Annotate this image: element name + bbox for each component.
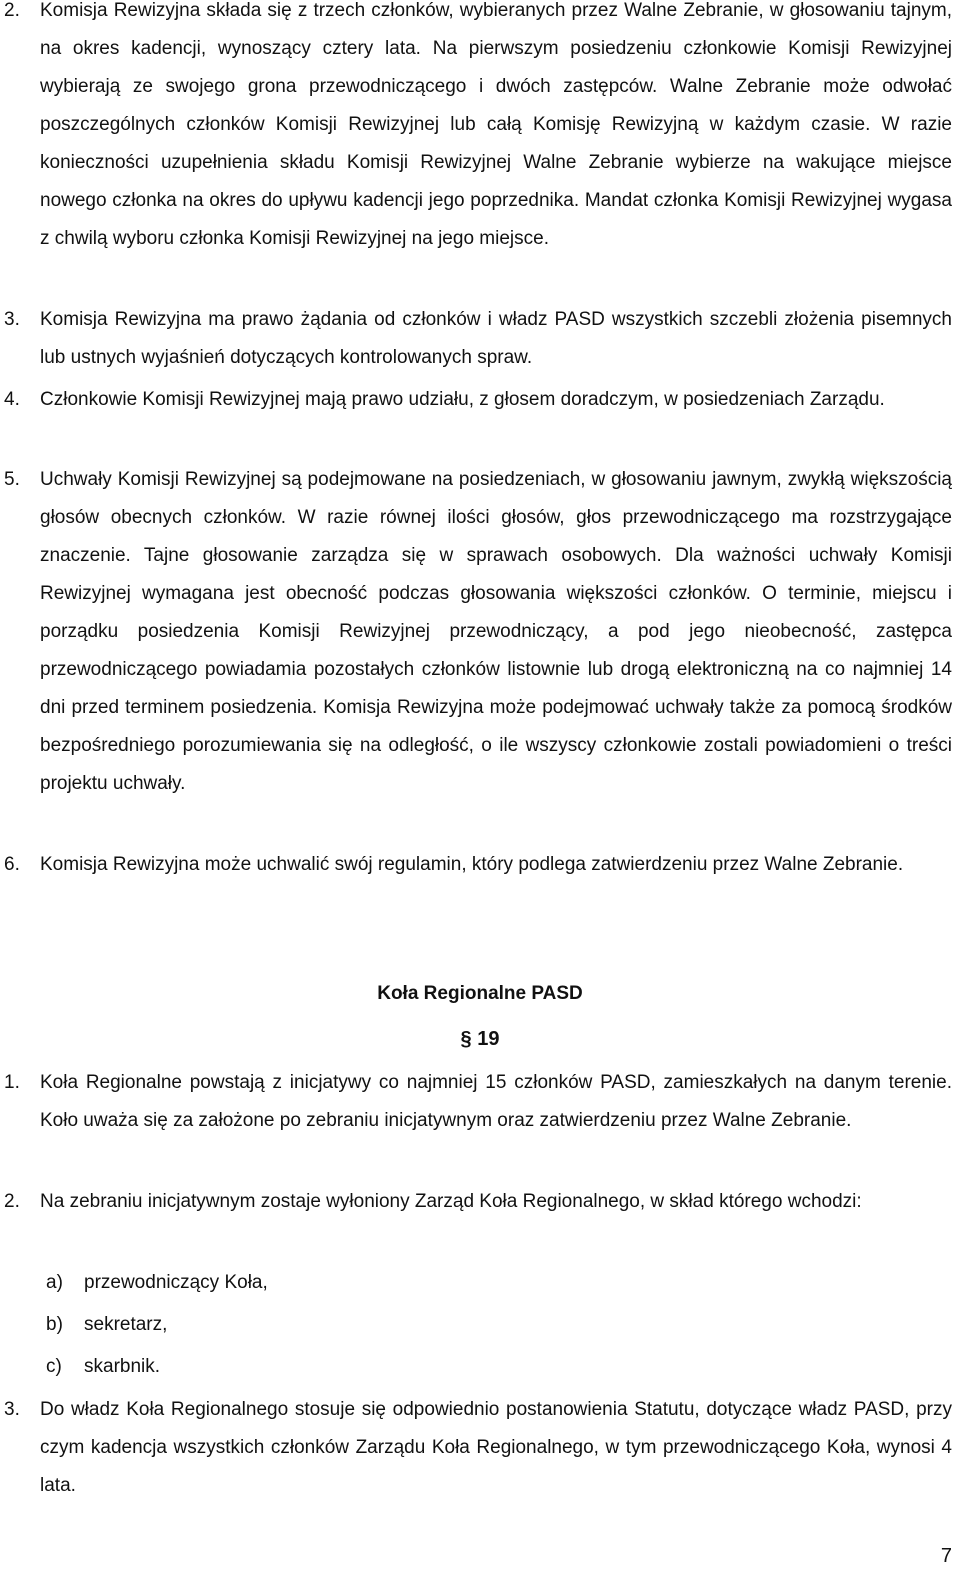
item-text: Koła Regionalne powstają z inicjatywy co najmniej 15 członków PASD, zamieszkałych na danym terenie. Koło uważa się za założone po zebraniu inicjatywnym oraz zatwierdzeniu przez Walne Zebranie. — [40, 1072, 952, 1131]
sub-item-text: sekretarz, — [84, 1314, 168, 1335]
paragraph-number: § 19 — [460, 1028, 500, 1050]
item-number: 2. — [4, 0, 20, 21]
page-number: 7 — [940, 1545, 952, 1567]
sub-item-text: skarbnik. — [84, 1356, 161, 1377]
sub-item-text: przewodniczący Koła, — [84, 1272, 268, 1293]
list-item — [4, 461, 952, 803]
list-item — [4, 301, 952, 377]
sub-list-item — [46, 1264, 268, 1302]
item-number: 1. — [4, 1072, 20, 1093]
item-text: Do władz Koła Regionalnego stosuje się odpowiednio postanowienia Statutu, dotyczące władz PASD, przy czym kadencja wszystkich członków Zarządu Koła Regionalnego, w tym przewodniczącego Koła, wynosi 4 lata. — [40, 1399, 952, 1496]
sub-item-letter: c) — [46, 1356, 62, 1377]
item-text: Komisja Rewizyjna może uchwalić swój regulamin, który podlega zatwierdzeniu przez Walne Zebranie. — [40, 854, 904, 875]
sub-list-item — [46, 1348, 160, 1386]
list-item — [4, 381, 952, 419]
item-number: 3. — [4, 1399, 20, 1420]
item-text: Na zebraniu inicjatywnym zostaje wyłoniony Zarząd Koła Regionalnego, w skład którego wchodzi: — [40, 1191, 862, 1212]
section-title: Koła Regionalne PASD — [377, 983, 583, 1004]
item-text: Komisja Rewizyjna ma prawo żądania od członków i władz PASD wszystkich szczebli złożenia pisemnych lub ustnych wyjaśnień dotyczących kontrolowanych spraw. — [40, 309, 952, 368]
sub-list-item — [46, 1306, 167, 1344]
item-number: 3. — [4, 309, 20, 330]
list-item — [4, 1183, 952, 1221]
list-item — [4, 846, 952, 884]
item-text: Komisja Rewizyjna składa się z trzech członków, wybieranych przez Walne Zebranie, w głosowaniu tajnym, na okres kadencji, wynoszący cztery lata. Na pierwszym posiedzeniu członkowie Komisji Rewizyjnej wybierają ze swojego grona przewodniczącego i dwóch zastępców. Walne Zebranie może odwołać poszczególnych członków Komisji Rewizyjnej lub całą Komisję Rewizyjną w każdym czasie. W razie konieczności uzupełnienia składu Komisji Rewizyjnej Walne Zebranie wybierze na wakujące miejsce nowego członka na okres do upływu kadencji jego poprzednika. Mandat członka Komisji Rewizyjnej wygasa z chwilą wyboru członka Komisji Rewizyjnej na jego miejsce. — [40, 0, 952, 249]
sub-item-letter: b) — [46, 1314, 63, 1335]
list-item — [4, 1064, 952, 1140]
item-number: 6. — [4, 854, 20, 875]
sub-item-letter: a) — [46, 1272, 63, 1293]
list-item — [4, 1391, 952, 1505]
item-number: 2. — [4, 1191, 20, 1212]
list-item — [4, 0, 952, 258]
item-text: Uchwały Komisji Rewizyjnej są podejmowane na posiedzeniach, w głosowaniu jawnym, zwykłą większością głosów obecnych członków. W razie równej ilości głosów, głos przewodniczącego ma rozstrzygające znaczenie. Tajne głosowanie zarządza się w sprawach osobowych. Dla ważności uchwały Komisji Rewizyjnej wymagana jest obecność podczas głosowania większości członków. O terminie, miejscu i porządku posiedzenia Komisji Rewizyjnej przewodniczący, a pod jego nieobecność, zastępca przewodniczącego powiadamia pozostałych członków listownie lub drogą elektroniczną na co najmniej 14 dni przed terminem posiedzenia. Komisja Rewizyjna może podejmować uchwały także za pomocą środków bezpośredniego porozumiewania się na odległość, o ile wszyscy członkowie zostali powiadomieni o treści projektu uchwały. — [40, 469, 952, 794]
item-number: 5. — [4, 469, 20, 490]
item-number: 4. — [4, 389, 20, 410]
item-text: Członkowie Komisji Rewizyjnej mają prawo udziału, z głosem doradczym, w posiedzeniach Zarządu. — [40, 389, 885, 410]
